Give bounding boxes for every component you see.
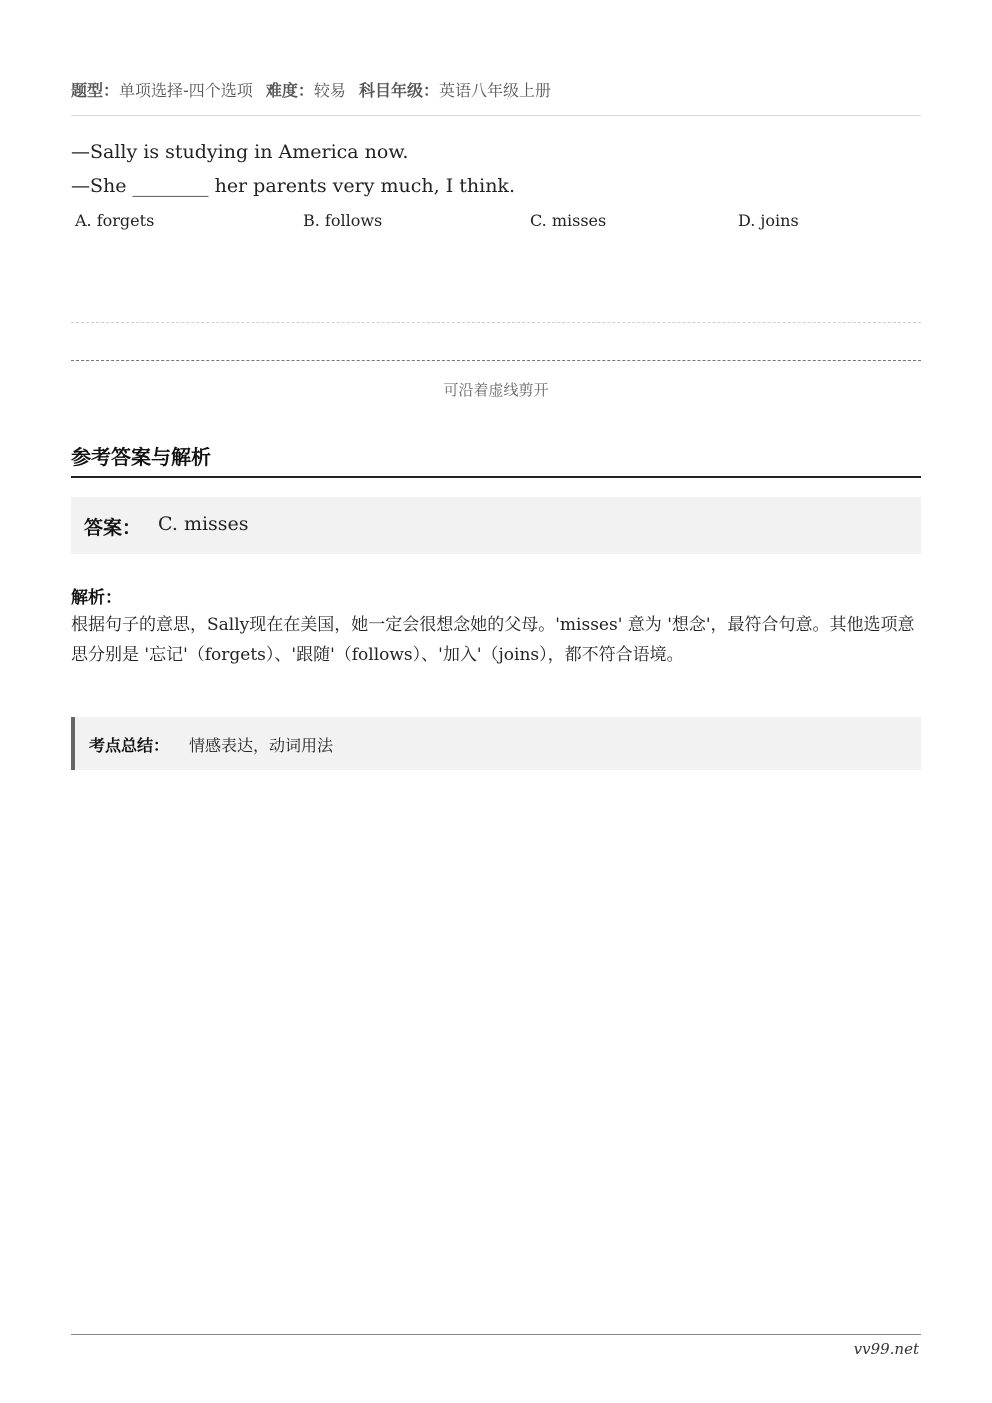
answer-options (75, 211, 921, 235)
meta-divider (71, 115, 921, 116)
key-points-value: 情感表达，动词用法 (189, 736, 334, 755)
cut-note: 可沿着虚线剪开 (443, 381, 549, 399)
option-d: D. joins (738, 211, 799, 230)
question-line-2: —She ________ her parents very much, I think. (71, 175, 515, 197)
subject-value: 英语八年级上册 (439, 81, 552, 100)
light-dashed-divider (71, 322, 921, 323)
worksheet-page (71, 0, 921, 1403)
answer-label: 答案： (84, 517, 142, 539)
footer-site: vv99.net (853, 1340, 919, 1358)
type-value: 单项选择-四个选项 (119, 81, 253, 100)
question-meta (71, 78, 559, 101)
answer-value: C. misses (158, 513, 249, 535)
footer-divider (71, 1334, 921, 1335)
section-divider (71, 476, 921, 478)
question-line-1: —Sally is studying in America now. (71, 141, 409, 163)
key-points-label: 考点总结： (89, 736, 170, 755)
difficulty-label: 难度： (265, 81, 314, 100)
option-c: C. misses (530, 211, 607, 230)
option-a: A. forgets (75, 211, 155, 230)
answer-box (71, 497, 921, 554)
analysis-text: 根据句子的意思，Sally现在在美国，她一定会很想念她的父母。'misses' 意为 '想念'，最符合句意。其他选项意思分别是 '忘记'（forgets）、'跟随'（follows）、'加入'（joins），都不符合语境。 (71, 615, 915, 665)
subject-label: 科目年级： (359, 81, 440, 100)
answer-section-title: 参考答案与解析 (71, 445, 211, 469)
difficulty-value: 较易 (313, 81, 346, 100)
key-points-box (71, 717, 921, 770)
option-b: B. follows (303, 211, 383, 230)
cut-line (71, 360, 921, 361)
type-label: 题型： (71, 81, 120, 100)
analysis-label: 解析： (71, 588, 122, 608)
